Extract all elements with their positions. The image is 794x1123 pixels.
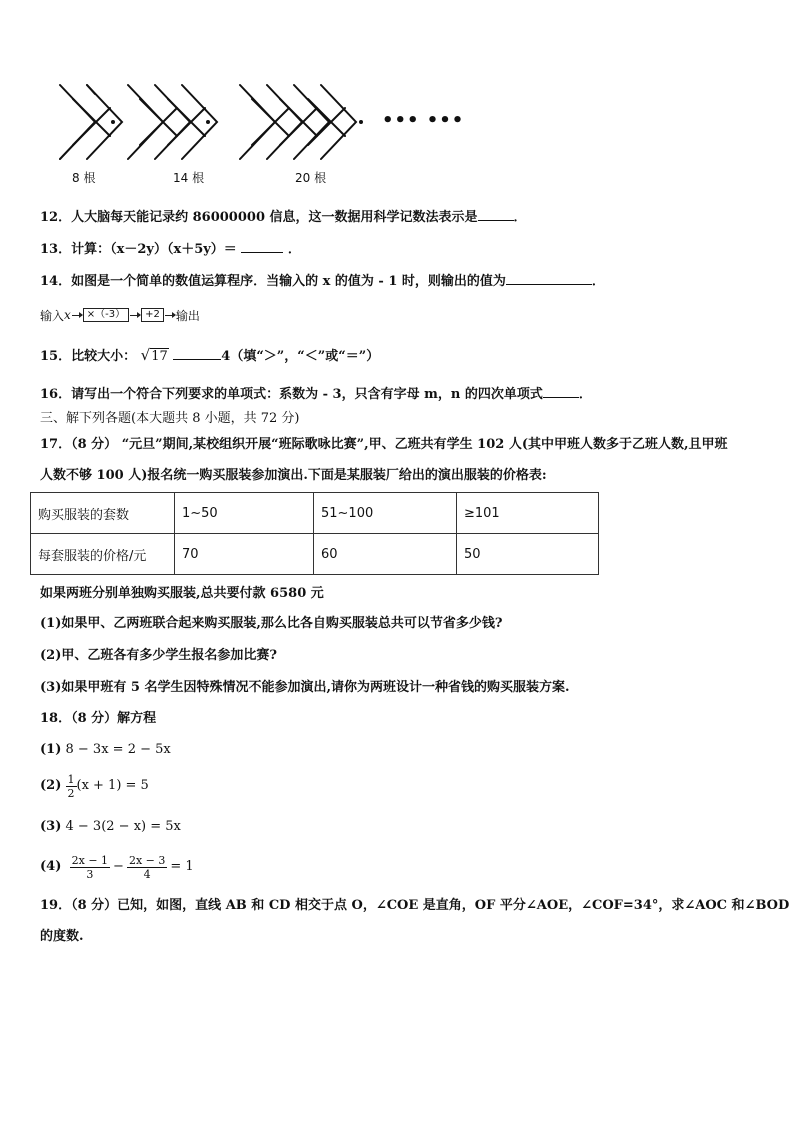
equation-text: 8 − 3x = 2 − 5x [65,742,171,757]
question-text-b: 4（填“＞”，“＜”或“＝”） [221,349,380,364]
question-number: 13． [40,242,72,257]
pattern-20 [240,85,356,159]
question-number: 17． [40,437,72,452]
pattern-14 [128,85,217,159]
answer-blank [173,346,221,360]
question-19-line2: 的度数. [40,929,84,944]
table-cell: 每套服装的价格/元 [31,534,175,575]
question-13 [40,239,301,259]
question-text: 人大脑每天能记录约 86000000 信息，这一数据用科学记数法表示是 [71,210,478,225]
equation-4 [40,850,194,884]
table-cell: 1~50 [175,493,314,534]
question-17-line1 [40,436,728,454]
answer-blank [241,239,283,253]
question-16 [40,384,592,404]
flow-box-add: +2 [141,308,164,322]
answer-blank [506,271,592,285]
question-18 [40,710,156,728]
equation-label: (2) [40,778,62,793]
question-15 [40,346,379,366]
arrow-icon [72,315,82,316]
answer-blank [478,207,514,221]
fraction-2 [127,854,167,881]
fraction [66,773,77,800]
question-12 [40,207,527,227]
equation-1 [40,741,171,759]
table-cell: 50 [457,534,599,575]
question-text: 如图是一个简单的数值运算程序．当输入的 x 的值为 - 1 时，则输出的值为 [71,274,506,289]
table-cell: 60 [314,534,457,575]
question-number: 12． [40,210,72,225]
question-number: 18． [40,711,72,726]
table-row [31,534,599,575]
denominator: 3 [86,867,94,881]
question-text: 请写出一个符合下列要求的单项式：系数为 - 3，只含有字母 m，n 的四次单项式 [71,387,543,402]
numerator: 2x − 3 [128,853,166,867]
numerator: 2x − 1 [71,853,109,867]
question-end: ． [513,210,527,225]
question-number: 14． [40,274,72,289]
question-text: 计算：（x－2y）（x＋5y）＝ [71,242,237,257]
table-row [31,493,599,534]
question-text: （8 分）已知，如图，直线 AB 和 CD 相交于点 O，∠COE 是直角，OF 平分∠AOE，∠COF=34°，求∠AOC 和∠BOD [71,898,790,913]
figure-ellipsis: ••• ••• [382,110,465,131]
denominator: 2 [67,786,75,800]
equation-label: (3) [40,819,62,834]
equation-label: (4) [40,859,62,874]
question-19-line1 [40,897,789,915]
flow-output-label: 输出 [175,308,200,323]
question-text: （8 分） “元旦”期间,某校组织开展“班际歌咏比赛”,甲、乙班共有学生 102 人(其中甲班人数多于乙班人数,且甲班 [71,437,728,452]
question-14 [40,271,605,291]
question-17-line2: 人数不够 100 人)报名统一购买服装参加演出.下面是某服装厂给出的演出服装的价格表: [40,468,547,483]
section-heading: 三、解下列各题(本大题共 8 小题，共 72 分) [40,411,300,426]
sqrt-expression: √17 [140,346,168,364]
question-end: ． [287,242,301,257]
question-end: ． [578,387,592,402]
price-table [30,492,599,575]
fraction-1 [70,854,110,881]
table-cell: 51~100 [314,493,457,534]
question-17-after: 如果两班分别单独购买服装,总共要付款 6580 元 [40,586,324,601]
numerator: 1 [67,772,75,786]
equation-3 [40,818,181,836]
sqrt-radicand: 17 [151,349,168,364]
figure-label-14: 14 根 [173,171,205,185]
question-number: 15． [40,349,72,364]
arrow-icon [165,315,175,316]
question-17-sub3: (3)如果甲班有 5 名学生因特殊情况不能参加演出,请你为两班设计一种省钱的购买服装方案. [40,680,570,695]
minus-sign: − [113,859,124,874]
table-cell: 购买服装的套数 [31,493,175,534]
flow-input-var: x [64,308,71,322]
table-cell: ≥101 [457,493,599,534]
question-text: 比较大小： [71,349,137,364]
table-cell: 70 [175,534,314,575]
answer-blank [543,384,579,398]
arrow-icon [130,315,140,316]
equation-text: 4 − 3(2 − x) = 5x [65,819,181,834]
program-flowchart [40,307,200,323]
question-number: 19． [40,898,72,913]
question-17-sub2: (2)甲、乙班各有多少学生报名参加比赛? [40,648,277,663]
equation-label: (1) [40,742,62,757]
figure-label-20: 20 根 [295,171,327,185]
question-text: （8 分）解方程 [71,711,157,726]
question-17-sub1: (1)如果甲、乙两班联合起来购买服装,那么比各自购买服装总共可以节省多少钱? [40,616,503,631]
equation-2 [40,769,149,803]
figure-label-8: 8 根 [72,171,96,185]
question-number: 16． [40,387,72,402]
flow-input-label: 输入 [40,308,65,323]
question-end: ． [591,274,605,289]
flow-box-multiply: ×（-3） [83,308,129,322]
denominator: 4 [143,867,151,881]
equation-end: = 1 [170,859,194,874]
equation-text: (x + 1) = 5 [76,778,149,793]
